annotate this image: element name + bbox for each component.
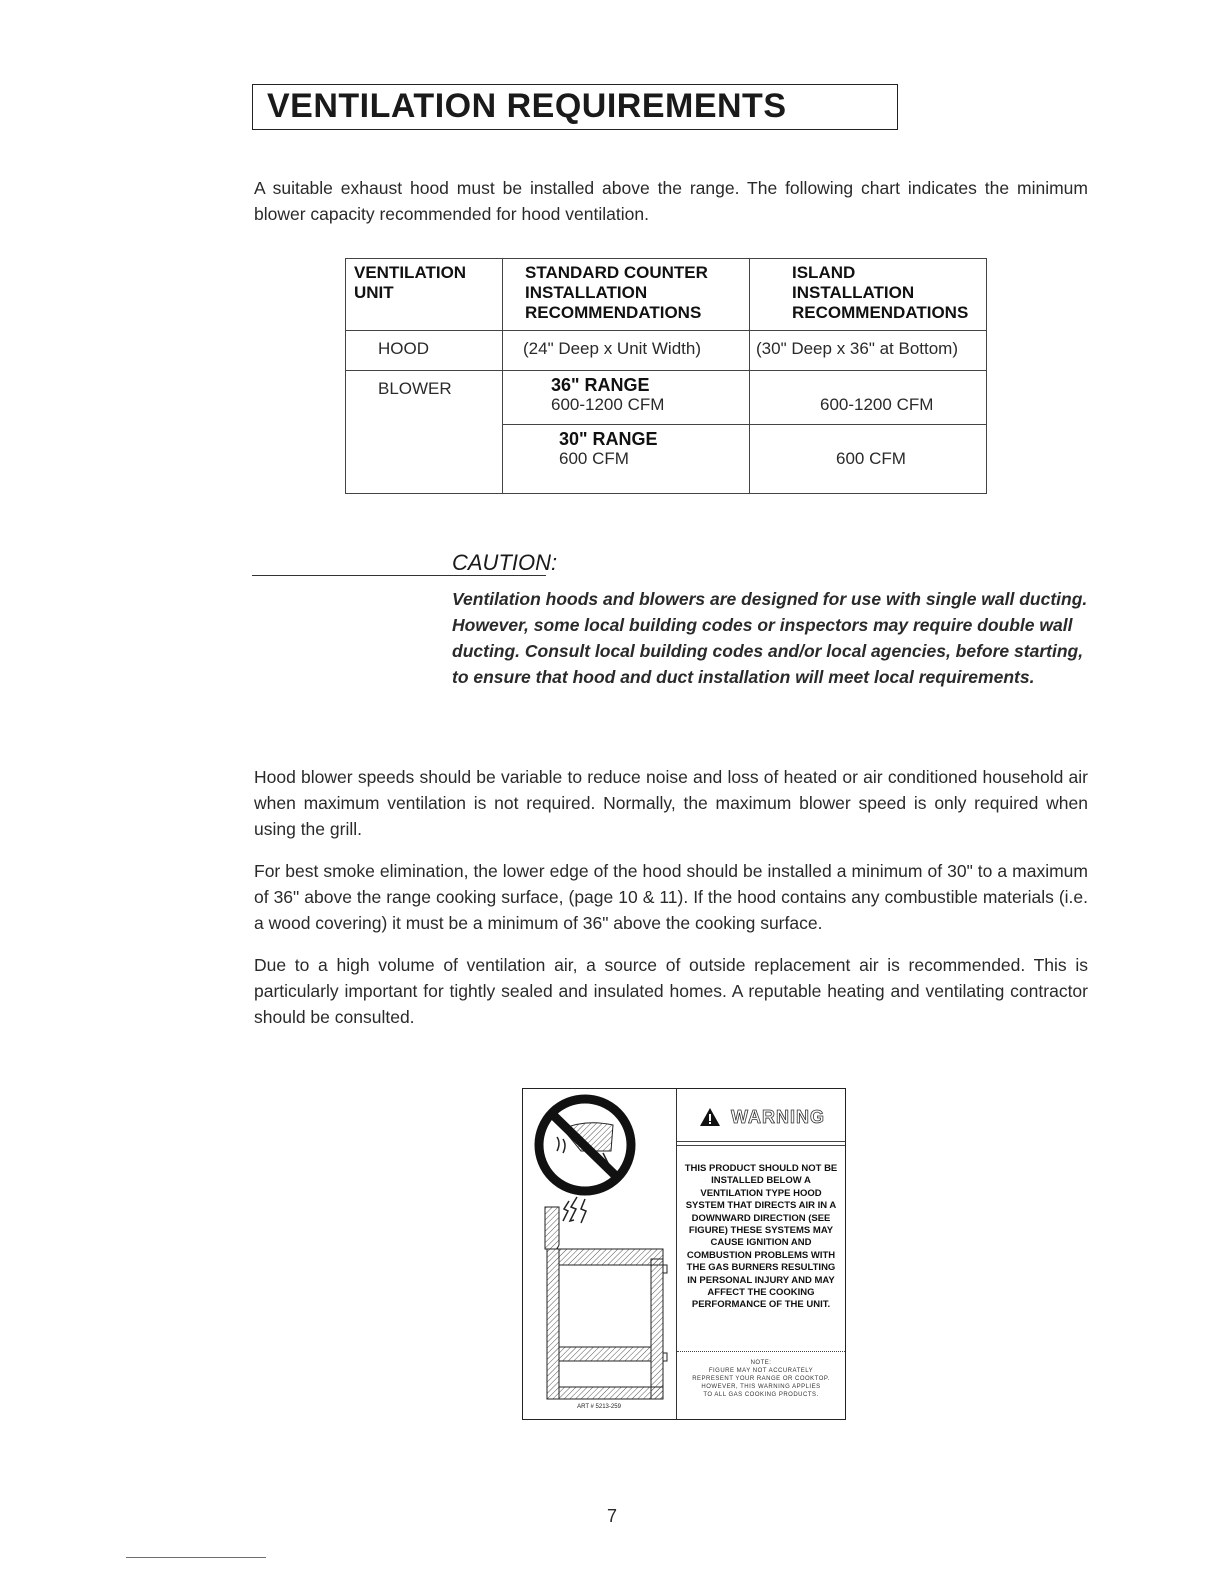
range-36-standard-value: 600-1200 CFM (551, 395, 665, 414)
hood-island: (30" Deep x 36" at Bottom) (750, 331, 987, 371)
caution-title: CAUTION: (452, 550, 558, 575)
range-30-label: 30" RANGE (559, 429, 658, 449)
warning-note: NOTE: FIGURE MAY NOT ACCURATELY REPRESENT YOUR RANGE OR COOKTOP. HOWEVER, THIS WARNING APPLIES TO ALL GAS COOKING PRODUCTS. (692, 1360, 830, 1398)
blower-label: BLOWER (346, 371, 503, 494)
warning-divider (676, 1089, 677, 1419)
warning-heading-text: WARNING (731, 1106, 825, 1127)
prohibited-icon (539, 1099, 631, 1191)
range-36-island-value: 600-1200 CFM (750, 371, 987, 425)
page-title: VENTILATION REQUIREMENTS (267, 87, 787, 125)
body-paragraph-3: Due to a high volume of ventilation air, a source of outside replacement air is recommended. This is particularly important for tightly sealed and insulated homes. A reputable heating and ventilating contractor should be consulted. (254, 955, 1088, 1027)
warning-rule-bottom (677, 1351, 845, 1352)
hood-standard: (24" Deep x Unit Width) (503, 331, 750, 371)
blower-36-standard-cell (503, 371, 750, 425)
downdraft-hood-figure (523, 1089, 677, 1419)
warning-rule-top-2 (677, 1145, 845, 1146)
figure-art-number: ART # 5213-259 (577, 1404, 621, 1410)
page-number: 7 (606, 1506, 617, 1526)
warning-rule-top (677, 1141, 845, 1142)
warning-text: THIS PRODUCT SHOULD NOT BE INSTALLED BELOW A VENTILATION TYPE HOOD SYSTEM THAT DIRECTS AIR IN A DOWNWARD DIRECTION (SEE FIGURE) THESE SYSTEMS MAY CAUSE IGNITION AND COMBUSTION PROBLEMS WITH THE GAS BURNERS RESULTING IN PERSONAL INJURY AND MAY AFFECT THE COOKING PERFORMANCE OF THE UNIT. (684, 1163, 838, 1311)
title-box (252, 84, 898, 130)
table-header-row (346, 259, 987, 331)
header-ventilation-unit: VENTILATION UNIT (346, 259, 503, 331)
table-row-blower-36 (346, 371, 987, 425)
range-30-standard-value: 600 CFM (559, 449, 629, 468)
header-island: ISLAND INSTALLATION RECOMMENDATIONS (750, 259, 987, 331)
table-row-hood (346, 331, 987, 371)
warning-label (522, 1088, 846, 1420)
body-paragraph-1: Hood blower speeds should be variable to reduce noise and loss of heated or air conditioned household air when maximum ventilation is not required. Normally, the maximum blower speed is only required when using the grill. (254, 767, 1088, 839)
bottom-link-underline (126, 1557, 266, 1558)
range-cross-section (545, 1207, 667, 1399)
downdraft-arrows-icon (563, 1197, 586, 1223)
range-36-label: 36" RANGE (551, 375, 650, 395)
header-standard: STANDARD COUNTER INSTALLATION RECOMMENDATIONS (503, 259, 750, 331)
warning-heading (683, 1099, 841, 1135)
blower-30-standard-cell (503, 425, 750, 494)
body-paragraph-2: For best smoke elimination, the lower edge of the hood should be installed a minimum of 30" to a maximum of 36" above the range cooking surface, (page 10 & 11). If the hood contains any combustible materials (i.e. a wood covering) it must be a minimum of 36" above the cooking surface. (254, 861, 1088, 933)
intro-paragraph: A suitable exhaust hood must be installed above the range. The following chart indicates the minimum blower capacity recommended for hood ventilation. (254, 178, 1088, 224)
ventilation-table (345, 258, 987, 494)
warning-triangle-icon (699, 1107, 721, 1127)
hood-label: HOOD (346, 331, 503, 371)
caution-text: Ventilation hoods and blowers are designed for use with single wall ducting. However, some local building codes or inspectors may require double wall ducting. Consult local building codes and/or local agencies, before starting, to ensure that hood and duct installation will meet local requirements. (452, 589, 1088, 687)
range-30-island-value: 600 CFM (750, 425, 987, 494)
